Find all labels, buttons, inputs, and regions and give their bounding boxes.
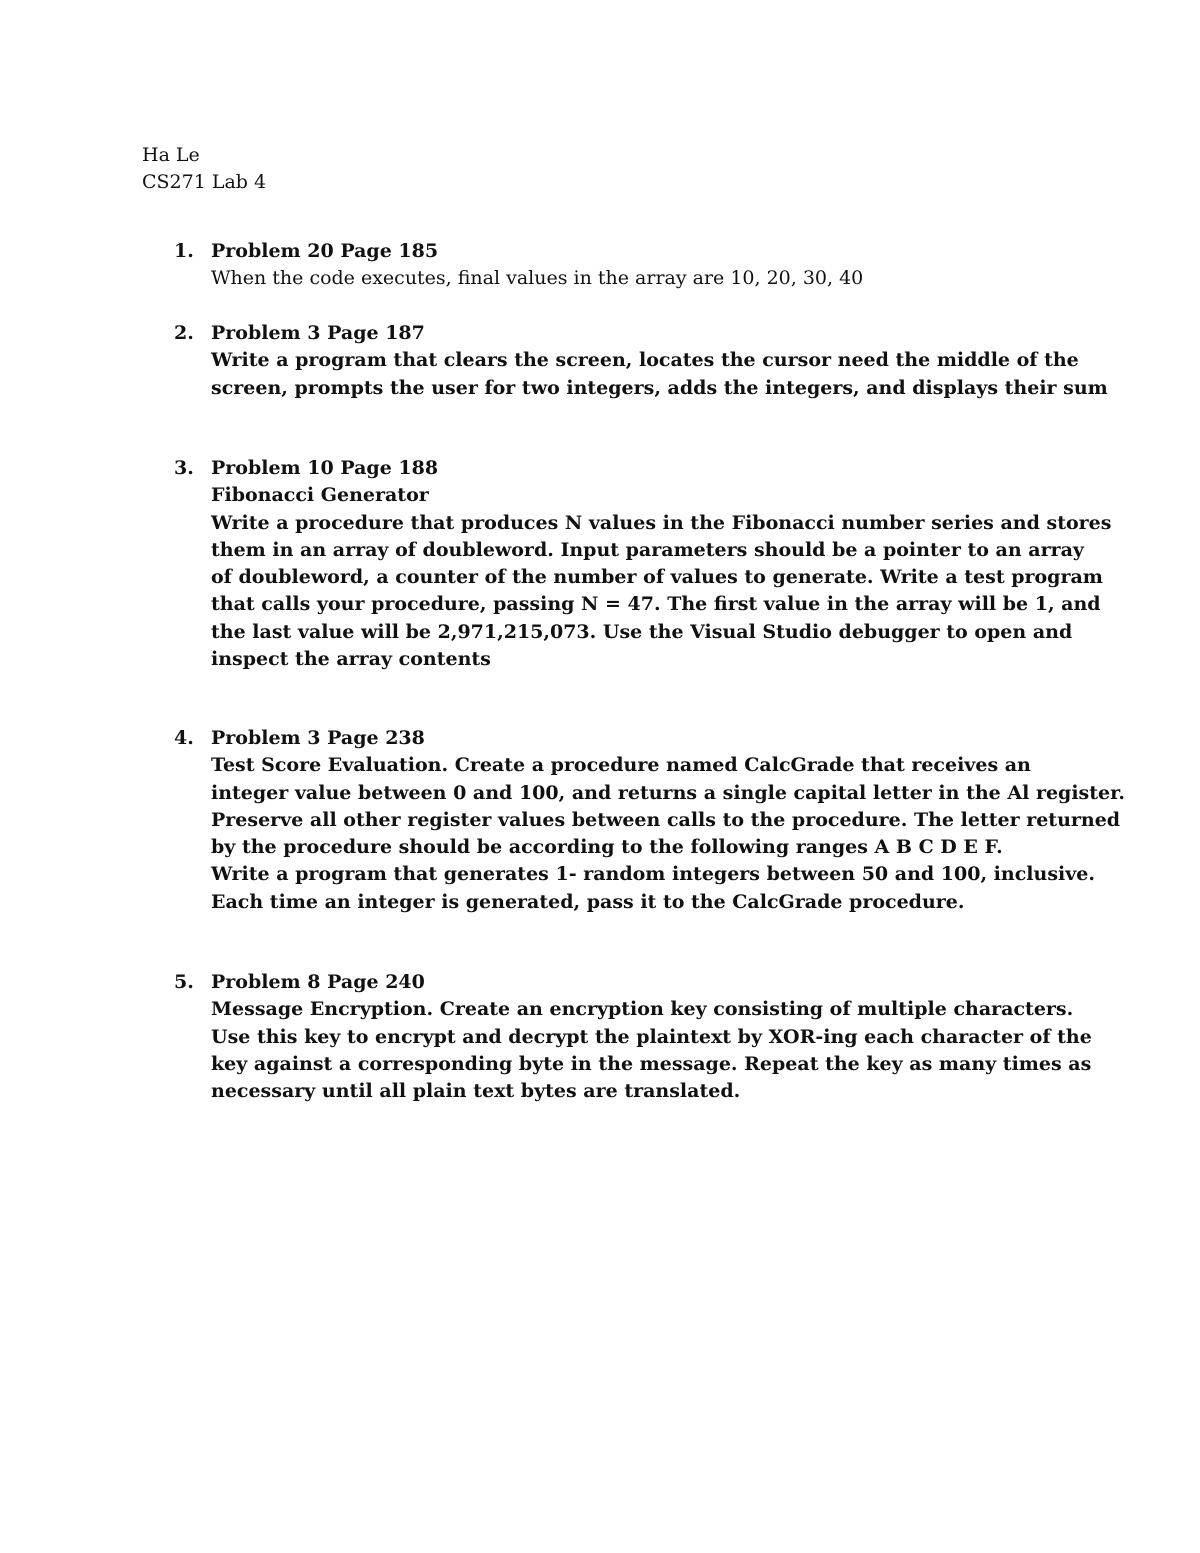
problem-text-line: When the code executes, final values in the array are 10, 20, 30, 40: [211, 267, 864, 290]
problem-text-line: Use this key to encrypt and decrypt the plaintext by XOR-ing each character of the: [211, 1025, 1092, 1048]
problem-text-line: Message Encryption. Create an encryption key consisting of multiple characters.: [211, 998, 1074, 1021]
problem-text-line: by the procedure should be according to the following ranges A B C D E F.: [211, 836, 1003, 859]
problem-text-line: necessary until all plain text bytes are translated.: [211, 1080, 741, 1103]
problem-text-line: that calls your procedure, passing N = 47. The first value in the array will be 1, and: [211, 593, 1101, 616]
problem-body: [211, 238, 1071, 293]
problem-number: 1.: [174, 240, 194, 262]
problem-text-line: of doubleword, a counter of the number of values to generate. Write a test program: [211, 566, 1103, 589]
problem-text-line: Preserve all other register values between calls to the procedure. The letter returned: [211, 808, 1121, 831]
problem-text-line: Write a program that clears the screen, locates the cursor need the middle of the: [211, 349, 1079, 372]
problem-body: [211, 320, 1108, 402]
problem-text-line: Write a program that generates 1- random integers between 50 and 100, inclusive.: [211, 863, 1095, 886]
document-header: [142, 142, 266, 196]
problem-title: Problem 8 Page 240: [211, 971, 425, 993]
course-title: CS271 Lab 4: [142, 171, 267, 193]
problem-number: 2.: [174, 322, 194, 344]
problem-text-line: Write a procedure that produces N values in the Fibonacci number series and stores: [211, 511, 1112, 534]
problem-text-line: them in an array of doubleword. Input parameters should be a pointer to an array: [211, 538, 1084, 561]
problem-title: Problem 3 Page 187: [211, 322, 425, 344]
problem-number: 5.: [174, 971, 194, 993]
problem-title: Problem 3 Page 238: [211, 727, 425, 749]
problem-number: 4.: [174, 727, 194, 749]
problem-text-line: Test Score Evaluation. Create a procedure named CalcGrade that receives an: [211, 754, 1031, 777]
problem-text-line: screen, prompts the user for two integers, adds the integers, and displays their sum: [211, 376, 1108, 399]
problem-text-line: inspect the array contents: [211, 648, 491, 671]
problem-body: [211, 725, 1125, 916]
author-name: Ha Le: [142, 144, 200, 166]
problem-text-line: key against a corresponding byte in the message. Repeat the key as many times as: [211, 1052, 1092, 1075]
problem-title: Problem 10 Page 188: [211, 457, 439, 479]
problem-text-line: the last value will be 2,971,215,073. Use the Visual Studio debugger to open and: [211, 620, 1073, 643]
problem-text-line: integer value between 0 and 100, and returns a single capital letter in the Al register.: [211, 781, 1125, 804]
problem-body: [211, 969, 1092, 1105]
problem-number: 3.: [174, 457, 194, 479]
problem-title: Problem 20 Page 185: [211, 240, 439, 262]
problem-body: [211, 455, 1112, 673]
problem-subtitle: Fibonacci Generator: [211, 484, 429, 507]
problem-text-line: Each time an integer is generated, pass it to the CalcGrade procedure.: [211, 890, 965, 913]
